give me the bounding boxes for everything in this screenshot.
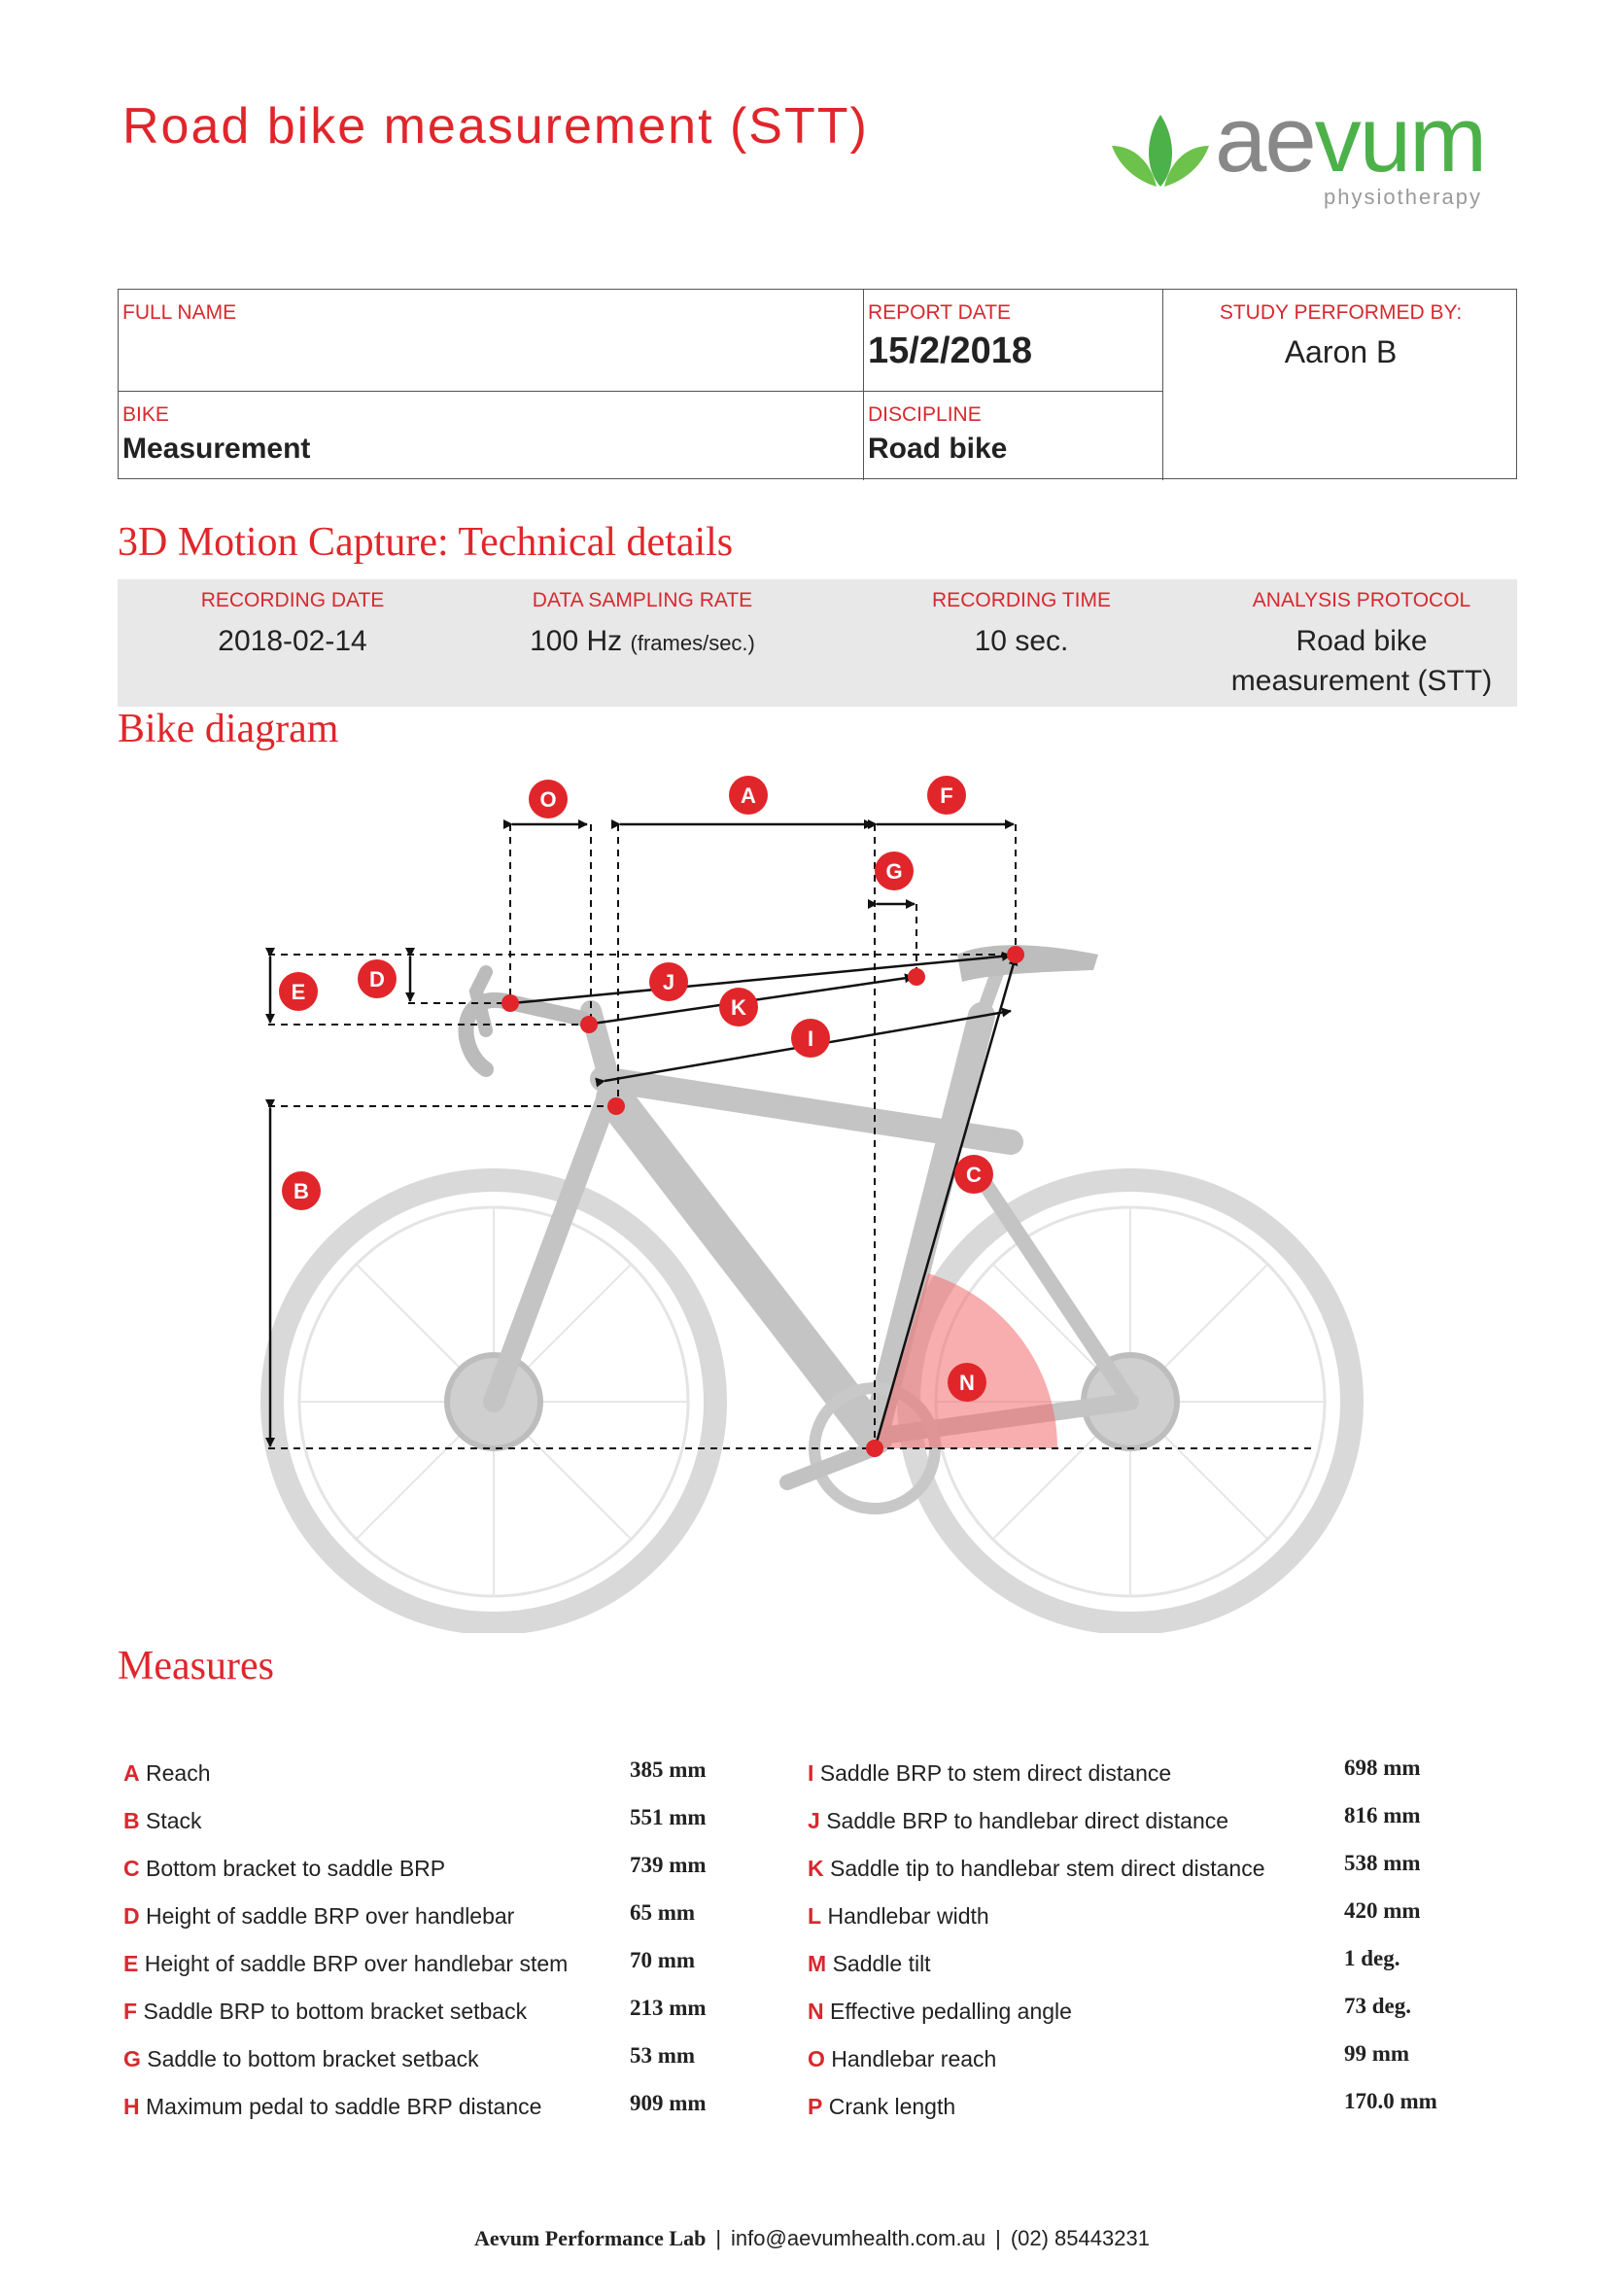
bottom-bracket-point <box>866 1440 883 1457</box>
full-name-cell <box>119 290 864 392</box>
measure-value-i: 698 mm <box>1344 1756 1421 1780</box>
study-performed-value: Aaron B <box>1284 334 1398 369</box>
logo-subtitle: physiotherapy <box>1324 185 1482 209</box>
measure-row-a: A Reach <box>123 1760 211 1786</box>
measure-value-n: 73 deg. <box>1344 1994 1411 2018</box>
bike-diagram-heading: Bike diagram <box>118 707 339 751</box>
measure-row-l: L Handlebar width <box>808 1903 989 1929</box>
recording-time-column <box>895 589 1148 662</box>
svg-text:F: F <box>940 783 953 808</box>
measure-row-g: G Saddle to bottom bracket setback <box>123 2046 479 2071</box>
analysis-protocol-label: ANALYSIS PROTOCOL <box>1252 589 1471 611</box>
page-footer: Aevum Performance Lab | info@aevumhealth.com.au | (02) 85443231 <box>474 2226 1150 2250</box>
svg-text:G: G <box>885 859 903 884</box>
sampling-rate-unit: (frames/sec.) <box>630 631 755 655</box>
footer-lab-name: Aevum Performance Lab <box>474 2226 707 2250</box>
marker-a <box>729 776 768 815</box>
measure-row-c: C Bottom bracket to saddle BRP <box>123 1856 446 1881</box>
measure-row-b: B Stack <box>123 1808 202 1833</box>
recording-date-label: RECORDING DATE <box>200 589 385 611</box>
measures-heading: Measures <box>118 1644 274 1688</box>
discipline-label: DISCIPLINE <box>868 403 982 426</box>
measure-row-d: D Height of saddle BRP over handlebar <box>123 1903 515 1929</box>
svg-text:I: I <box>807 1026 814 1051</box>
measure-value-d: 65 mm <box>630 1900 696 1925</box>
measure-value-g: 53 mm <box>630 2043 696 2068</box>
recording-time-value: 10 sec. <box>974 625 1069 657</box>
report-date-value: 15/2/2018 <box>868 330 1033 371</box>
svg-text:C: C <box>966 1163 982 1187</box>
discipline-cell <box>864 392 1163 480</box>
analysis-protocol-column <box>1216 589 1507 701</box>
measure-value-j: 816 mm <box>1344 1803 1421 1827</box>
marker-b <box>282 1171 321 1210</box>
report-date-label: REPORT DATE <box>868 301 1012 324</box>
full-name-label: FULL NAME <box>122 301 237 324</box>
tech-details-heading: 3D Motion Capture: Technical details <box>118 520 734 565</box>
measure-row-n: N Effective pedalling angle <box>808 1999 1072 2024</box>
measure-value-o: 99 mm <box>1344 2041 1410 2066</box>
saddle-tip-point <box>908 968 925 986</box>
marker-c <box>954 1155 993 1194</box>
footer-email[interactable]: info@aevumhealth.com.au <box>731 2226 986 2250</box>
measure-value-c: 739 mm <box>630 1853 707 1877</box>
footer-phone: (02) 85443231 <box>1010 2226 1150 2250</box>
logo-wordmark: aevum <box>1215 87 1486 191</box>
svg-text:B: B <box>294 1179 309 1203</box>
measure-row-o: O Handlebar reach <box>808 2046 997 2071</box>
svg-text:A: A <box>741 783 756 808</box>
discipline-value: Road bike <box>868 433 1008 465</box>
marker-e <box>279 972 318 1011</box>
sampling-rate-column <box>506 589 778 662</box>
recording-date-column <box>176 589 409 662</box>
measure-row-k: K Saddle tip to handlebar stem direct distance <box>808 1856 1265 1881</box>
measure-row-p: P Crank length <box>808 2094 956 2119</box>
measure-value-f: 213 mm <box>630 1996 707 2020</box>
svg-text:J: J <box>662 970 675 994</box>
marker-f <box>927 776 966 815</box>
svg-text:E: E <box>291 980 306 1004</box>
marker-g <box>875 852 914 890</box>
analysis-protocol-value-2: measurement (STT) <box>1230 664 1493 697</box>
bike-label: BIKE <box>122 403 169 426</box>
svg-text:K: K <box>731 995 746 1020</box>
bike-value: Measurement <box>122 433 311 465</box>
measure-row-m: M Saddle tilt <box>808 1951 931 1976</box>
tech-details-band <box>118 579 1517 707</box>
recording-date-value: 2018-02-14 <box>218 625 367 657</box>
saddle-brp-point <box>1007 946 1024 963</box>
report-title: Road bike measurement (STT) <box>122 98 869 155</box>
svg-text:O: O <box>539 787 557 812</box>
measure-value-k: 538 mm <box>1344 1851 1421 1875</box>
measure-value-h: 909 mm <box>630 2091 707 2115</box>
marker-k <box>719 988 758 1026</box>
measure-row-f: F Saddle BRP to bottom bracket setback <box>123 1999 528 2024</box>
leaves-icon <box>1108 111 1213 189</box>
headtube-point <box>607 1097 625 1115</box>
measure-value-m: 1 deg. <box>1344 1946 1400 1970</box>
measure-value-a: 385 mm <box>630 1757 707 1782</box>
study-performed-label: STUDY PERFORMED BY: <box>1219 301 1463 324</box>
marker-o <box>529 780 568 818</box>
measure-row-i: I Saddle BRP to stem direct distance <box>808 1760 1172 1786</box>
study-performed-cell <box>1163 290 1518 480</box>
marker-d <box>358 959 397 998</box>
measure-value-e: 70 mm <box>630 1948 696 1972</box>
measure-value-b: 551 mm <box>630 1805 707 1829</box>
marker-j <box>649 962 688 1001</box>
svg-text:N: N <box>959 1371 975 1395</box>
handlebar-point <box>501 994 519 1012</box>
analysis-protocol-value-1: Road bike <box>1296 625 1428 657</box>
svg-text:D: D <box>369 967 385 991</box>
report-date-cell <box>864 290 1163 392</box>
sampling-rate-value: 100 Hz <box>530 625 623 657</box>
measure-value-l: 420 mm <box>1344 1898 1421 1923</box>
measure-row-e: E Height of saddle BRP over handlebar stem <box>123 1951 569 1976</box>
marker-n <box>948 1363 986 1402</box>
measure-value-p: 170.0 mm <box>1344 2089 1437 2113</box>
recording-time-label: RECORDING TIME <box>932 589 1111 611</box>
sampling-rate-label: DATA SAMPLING RATE <box>532 589 753 611</box>
bike-diagram <box>0 758 1624 1633</box>
marker-i <box>791 1019 830 1058</box>
aevum-logo <box>1108 87 1516 214</box>
measure-row-j: J Saddle BRP to handlebar direct distance <box>808 1808 1229 1833</box>
bike-cell <box>119 392 864 480</box>
measure-row-h: H Maximum pedal to saddle BRP distance <box>123 2094 542 2119</box>
patient-info-box <box>118 289 1517 479</box>
stem-point <box>580 1016 598 1033</box>
